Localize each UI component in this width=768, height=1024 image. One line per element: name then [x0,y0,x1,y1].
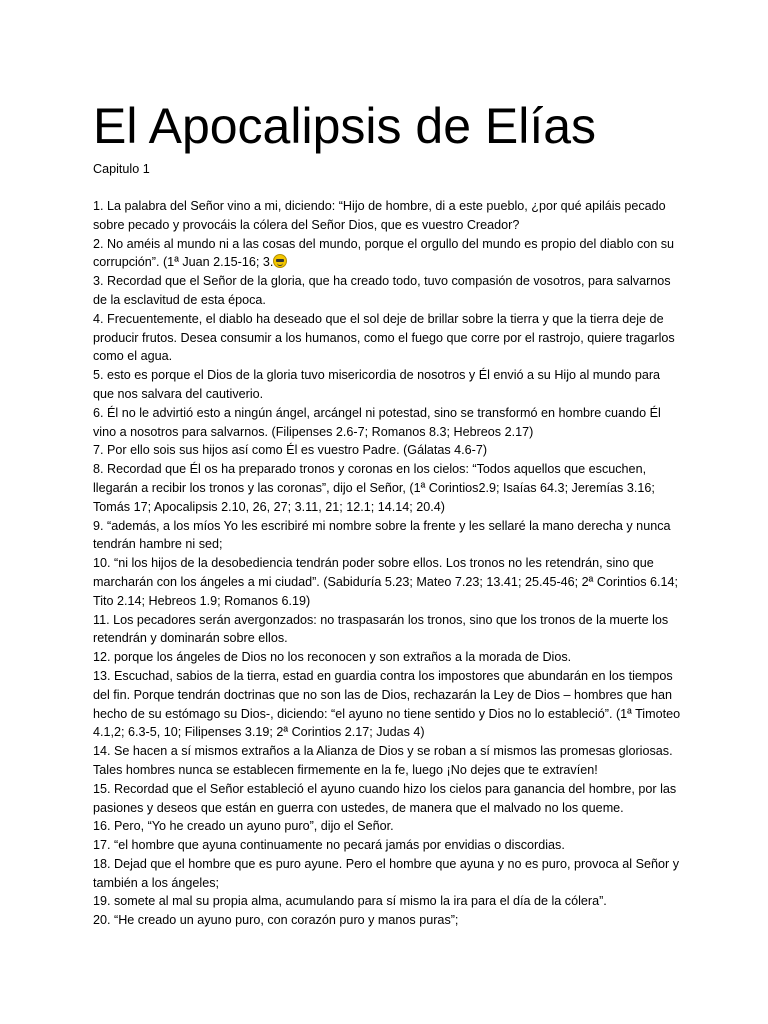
chapter-heading: Capitulo 1 [93,162,150,176]
verse-18: 18. Dejad que el hombre que es puro ayune. Pero el hombre que ayuna y no es puro, provoca al Señor y también a los ángeles; [93,856,679,890]
verse-17: 17. “el hombre que ayuna continuamente no pecará jamás por envidias o discordias. [93,838,565,853]
verse-15: 15. Recordad que el Señor estableció el ayuno cuando hizo los cielos para ganancia del hombre, por las pasiones y deseos que están en guerra con ustedes, de manera que el malvado no los queme. [93,781,677,815]
verse-4: 4. Frecuentemente, el diablo ha deseado que el sol deje de brillar sobre la tierra y que la tierra deje de producir frutos. Desea consumir a los humanos, como el fuego que corre por el rastrojo, quiere tragarlos como el agua. [93,311,675,364]
verse-7: 7. Por ello sois sus hijos así como Él es vuestro Padre. (Gálatas 4.6-7) [93,443,488,458]
verse-1: 1. La palabra del Señor vino a mi, diciendo: “Hijo de hombre, di a este pueblo, ¿por qué apiláis pecado sobre pecado y provocáis la cólera del Señor Dios, que es vuestro Creador? [93,199,666,232]
sunglasses-smiley-icon [273,254,287,268]
verse-14: 14. Se hacen a sí mismos extraños a la Alianza de Dios y se roban a sí mismos las promesas gloriosas. Tales hombres nunca se establecen firmemente en la fe, luego ¡No dejes que te extravíen! [93,744,673,777]
document-title: El Apocalipsis de Elías [93,98,597,154]
verse-list [93,197,683,930]
verse-10: 10. “ni los hijos de la desobediencia tendrán poder sobre ellos. Los tronos no les retendrán, sino que marcharán con los ángeles a mi ciudad”. (Sabiduría 5.23; Mateo 7.23; 13.41; 25.45-46; 2ª Corintios 6.14; Tito 2.14; Hebreos 1.9; Romanos 6.19) [93,556,679,608]
verse-8: 8. Recordad que Él os ha preparado tronos y coronas en los cielos: “Todos aquellos que escuchen, llegarán a recibir los tronos y las coronas”, dijo el Señor, (1ª Corintios2.9; Isaías 64.3; Jeremías 3.16; Tomás 17; Apocalipsis 2.10, 26, 27; 3.11, 21; 12.1; 14.14; 20.4) [93,462,655,514]
verse-16: 16. Pero, “Yo he creado un ayuno puro”, dijo el Señor. [93,819,394,834]
verse-13: 13. Escuchad, sabios de la tierra, estad en guardia contra los impostores que abundarán en los tiempos del fin. Porque tendrán doctrinas que no son las de Dios, rechazarán la Ley de Dios – hombres que han hecho de su estómago su Dios-, diciendo: “el ayuno no tiene sentido y Dios no lo estableció”. (1ª Timoteo 4.1,2; 6.3-5, 10; Filipenses 3.19; 2ª Corintios 2.17; Judas 4) [93,668,681,740]
verse-3: 3. Recordad que el Señor de la gloria, que ha creado todo, tuvo compasión de vosotros, para salvarnos de la esclavitud de esta época. [93,274,671,307]
verse-20: 20. “He creado un ayuno puro, con corazón puro y manos puras”; [93,913,459,928]
verse-5: 5. esto es porque el Dios de la gloria tuvo misericordia de nosotros y Él envió a su Hijo al mundo para que nos salvara del cautiverio. [93,368,661,401]
verse-9: 9. “además, a los míos Yo les escribiré mi nombre sobre la frente y les sellaré la mano derecha y nunca tendrán hambre ni sed; [93,518,671,552]
verse-19: 19. somete al mal su propia alma, acumulando para sí mismo la ira para el día de la cólera”. [93,894,607,909]
verse-2: 2. No améis al mundo ni a las cosas del mundo, porque el orgullo del mundo es propio del diablo con su corrupción”. (1ª Juan 2.15-16; 3. [93,236,675,270]
verse-6: 6. Él no le advirtió esto a ningún ángel, arcángel ni potestad, sino se transformó en hombre cuando Él vino a nosotros para salvarnos. (Filipenses 2.6-7; Romanos 8.3; Hebreos 2.17) [93,405,661,439]
verse-11: 11. Los pecadores serán avergonzados: no traspasarán los tronos, sino que los tronos de la muerte los retendrán y dominarán sobre ellos. [93,612,669,646]
verse-12: 12. porque los ángeles de Dios no los reconocen y son extraños a la morada de Dios. [93,650,572,665]
